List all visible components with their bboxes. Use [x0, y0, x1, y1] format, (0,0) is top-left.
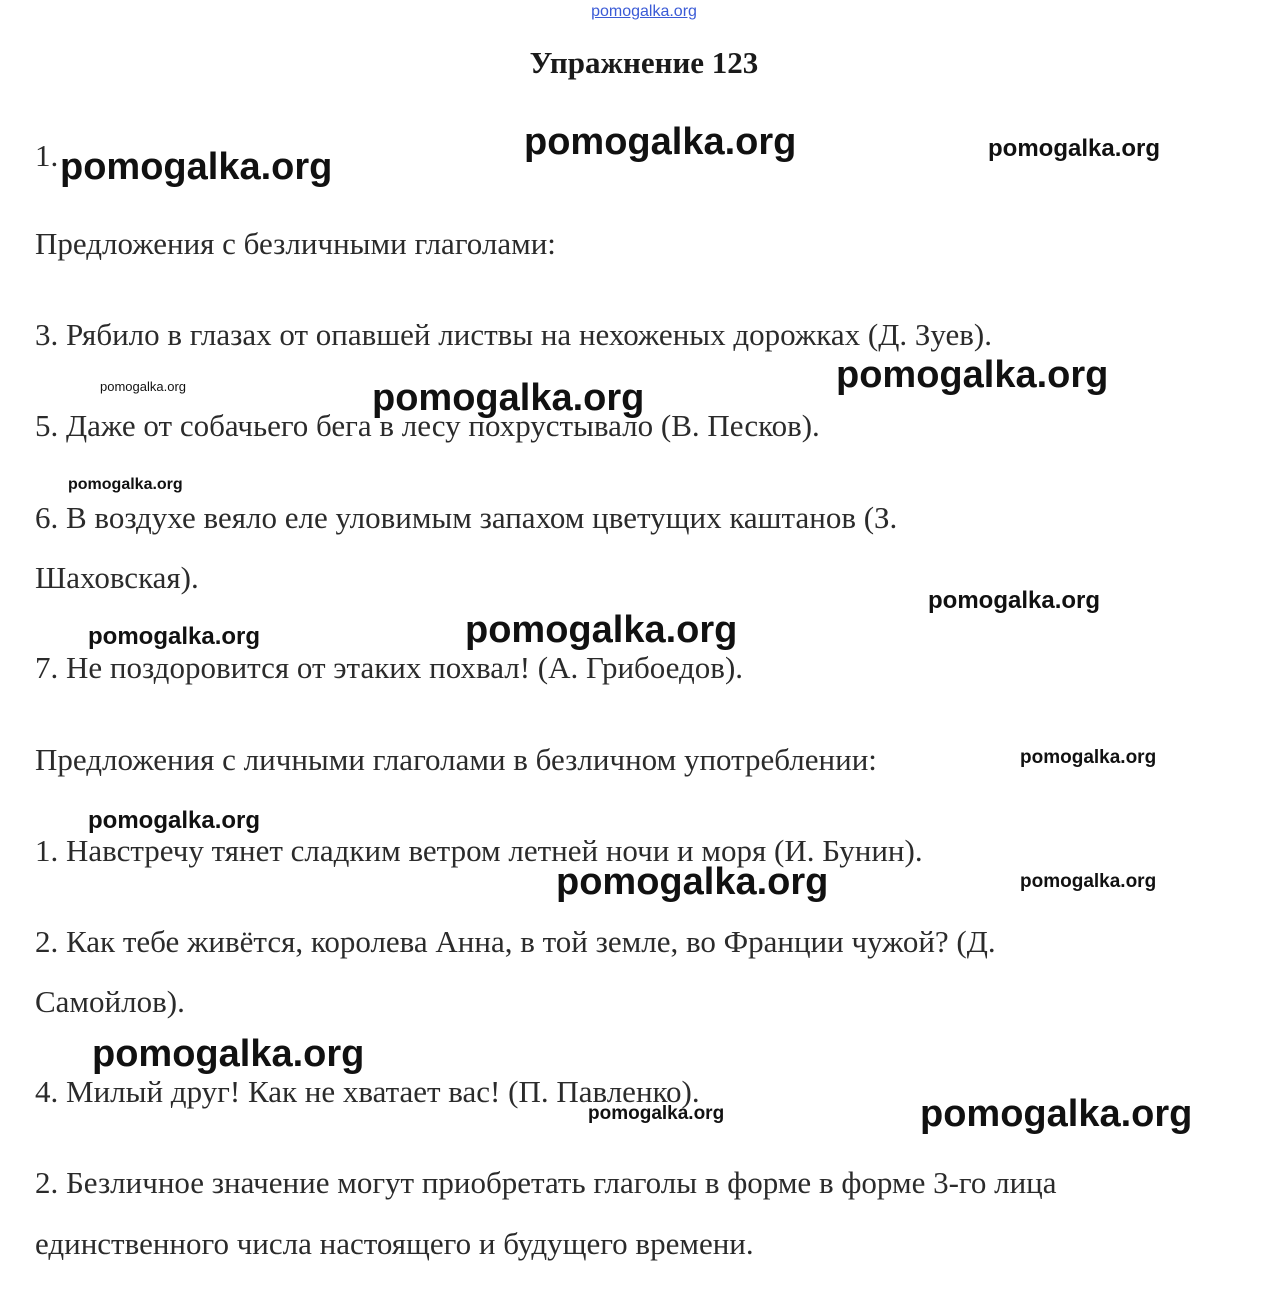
sentence-line: 6. В воздухе веяло еле уловимым запахом цветущих каштанов (З. — [35, 500, 898, 535]
watermark: pomogalka.org — [88, 807, 261, 834]
answer-2-line: единственного числа настоящего и будущего времени. — [35, 1226, 754, 1261]
watermark: pomogalka.org — [88, 623, 261, 650]
watermark: pomogalka.org — [588, 1103, 725, 1124]
item-number-1: 1. — [35, 138, 59, 173]
watermark: pomogalka.org — [100, 379, 186, 394]
heading-impersonal-verbs: Предложения с безличными глаголами: — [35, 226, 556, 261]
watermark: pomogalka.org — [68, 476, 183, 493]
watermark: pomogalka.org — [92, 1033, 365, 1075]
watermark: pomogalka.org — [920, 1093, 1193, 1135]
watermark: pomogalka.org — [988, 135, 1161, 162]
answer-2-line: 2. Безличное значение могут приобретать глаголы в форме в форме 3-го лица — [35, 1165, 1057, 1200]
watermark: pomogalka.org — [1020, 747, 1157, 768]
watermark: pomogalka.org — [60, 146, 333, 188]
watermark: pomogalka.org — [1020, 871, 1157, 892]
watermark: pomogalka.org — [928, 587, 1101, 614]
sentence-line: 2. Как тебе живётся, королева Анна, в той земле, во Франции чужой? (Д. — [35, 924, 996, 959]
page-title: Упражнение 123 — [529, 45, 759, 80]
sentence-line: 1. Навстречу тянет сладким ветром летней ночи и моря (И. Бунин). — [35, 833, 923, 868]
watermark: pomogalka.org — [556, 861, 829, 903]
watermark: pomogalka.org — [372, 377, 645, 419]
sentence-line: 4. Милый друг! Как не хватает вас! (П. Павленко). — [35, 1074, 700, 1109]
watermark: pomogalka.org — [465, 609, 738, 651]
site-link[interactable]: pomogalka.org — [591, 3, 697, 20]
heading-personal-verbs: Предложения с личными глаголами в безличном употреблении: — [35, 742, 877, 777]
sentence-line: Самойлов). — [35, 984, 185, 1019]
watermark: pomogalka.org — [836, 354, 1109, 396]
sentence-line: 5. Даже от собачьего бега в лесу похрустывало (В. Песков). — [35, 408, 820, 443]
watermark: pomogalka.org — [524, 121, 797, 163]
sentence-line: Шаховская). — [35, 560, 199, 595]
sentence-line: 7. Не поздоровится от этаких похвал! (А. Грибоедов). — [35, 650, 744, 685]
sentence-line: 3. Рябило в глазах от опавшей листвы на нехоженых дорожках (Д. Зуев). — [35, 317, 992, 352]
